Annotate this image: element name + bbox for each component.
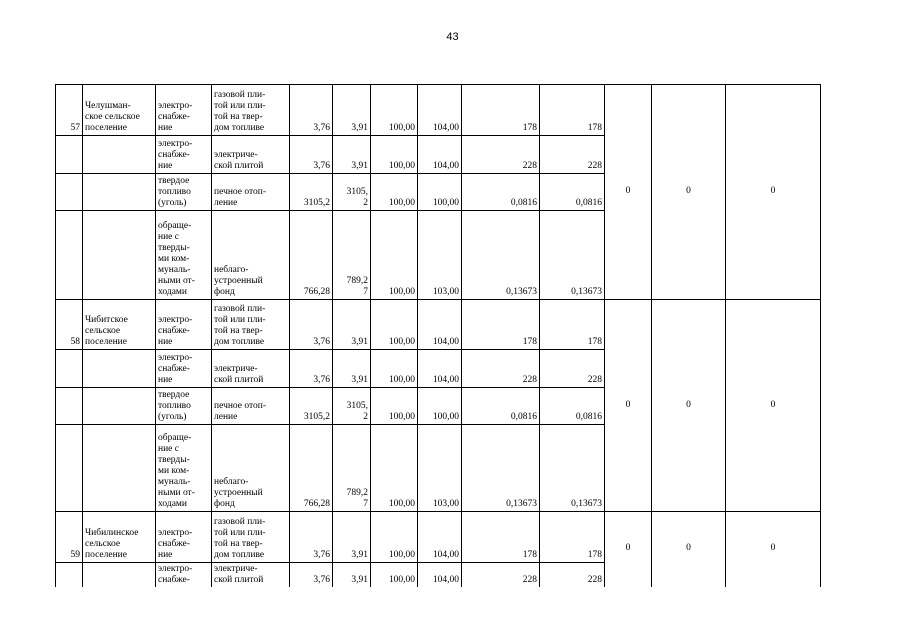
value-1-cell: 3,76 <box>290 85 333 136</box>
norm-2-cell: 178 <box>540 512 605 563</box>
table-row <box>56 300 821 350</box>
value-1-cell: 766,28 <box>290 425 333 512</box>
row-index: 59 <box>56 512 83 563</box>
value-1-cell: 3,76 <box>290 512 333 563</box>
value-2-cell: 3,91 <box>333 563 371 587</box>
value-2-cell: 789,2 7 <box>333 211 371 300</box>
percent-2-cell: 104,00 <box>418 350 462 388</box>
value-1-cell: 766,28 <box>290 211 333 300</box>
norm-1-cell: 0,0816 <box>462 174 540 211</box>
table-row <box>56 85 821 136</box>
percent-2-cell: 100,00 <box>418 388 462 425</box>
resource-cell: твердое топливо (уголь) <box>156 388 212 425</box>
value-1-cell: 3,76 <box>290 350 333 388</box>
norm-1-cell: 178 <box>462 300 540 350</box>
resource-cell: электро- снабже- ние <box>156 85 212 136</box>
percent-1-cell: 100,00 <box>371 512 418 563</box>
value-2-cell: 3,91 <box>333 300 371 350</box>
value-2-cell: 3105, 2 <box>333 388 371 425</box>
percent-2-cell: 100,00 <box>418 174 462 211</box>
norm-2-cell: 228 <box>540 136 605 174</box>
settlement-name: Чибитское сельское поселение <box>83 300 156 350</box>
extra-1-cell: 0 <box>605 85 652 300</box>
row-index: 57 <box>56 85 83 136</box>
type-cell: электриче- ской плитой <box>212 350 290 388</box>
resource-cell: электро- снабже- ние <box>156 300 212 350</box>
type-cell: электриче- ской плитой <box>212 136 290 174</box>
norm-2-cell: 228 <box>540 350 605 388</box>
table-row <box>56 512 821 563</box>
extra-2-cell: 0 <box>652 85 726 300</box>
resource-cell: электро- снабже- ние <box>156 136 212 174</box>
value-1-cell: 3,76 <box>290 136 333 174</box>
norm-1-cell: 0,13673 <box>462 425 540 512</box>
percent-2-cell: 104,00 <box>418 563 462 587</box>
percent-1-cell: 100,00 <box>371 174 418 211</box>
value-2-cell: 3,91 <box>333 85 371 136</box>
percent-1-cell: 100,00 <box>371 425 418 512</box>
resource-cell: обраще- ние с тверды- ми ком- муналь- ными от- ходами <box>156 211 212 300</box>
resource-cell: электро- снабже- <box>156 563 212 587</box>
extra-3-cell: 0 <box>726 300 821 512</box>
type-cell: электриче- ской плитой <box>212 563 290 587</box>
type-cell: газовой пли- той или пли- той на твер- дом топливе <box>212 512 290 563</box>
type-cell: газовой пли- той или пли- той на твер- дом топливе <box>212 300 290 350</box>
extra-1-cell: 0 <box>605 300 652 512</box>
percent-2-cell: 104,00 <box>418 512 462 563</box>
value-2-cell: 3,91 <box>333 136 371 174</box>
page-number: 43 <box>446 31 459 43</box>
norm-2-cell: 228 <box>540 563 605 587</box>
settlement-name: Челушман- ское сельское поселение <box>83 85 156 136</box>
type-cell: неблаго- устроенный фонд <box>212 211 290 300</box>
norm-2-cell: 0,0816 <box>540 174 605 211</box>
value-1-cell: 3105,2 <box>290 388 333 425</box>
percent-2-cell: 103,00 <box>418 211 462 300</box>
norm-2-cell: 0,13673 <box>540 211 605 300</box>
percent-1-cell: 100,00 <box>371 563 418 587</box>
tariff-table <box>55 84 821 587</box>
row-index: 58 <box>56 300 83 350</box>
norm-1-cell: 228 <box>462 350 540 388</box>
value-2-cell: 3,91 <box>333 350 371 388</box>
norm-1-cell: 228 <box>462 563 540 587</box>
percent-1-cell: 100,00 <box>371 136 418 174</box>
norm-1-cell: 0,0816 <box>462 388 540 425</box>
extra-3-cell: 0 <box>726 85 821 300</box>
extra-1-cell: 0 <box>605 512 652 587</box>
percent-1-cell: 100,00 <box>371 300 418 350</box>
settlement-name: Чибилинское сельское поселение <box>83 512 156 563</box>
percent-1-cell: 100,00 <box>371 350 418 388</box>
norm-1-cell: 178 <box>462 85 540 136</box>
extra-2-cell: 0 <box>652 512 726 587</box>
percent-1-cell: 100,00 <box>371 388 418 425</box>
extra-2-cell: 0 <box>652 300 726 512</box>
resource-cell: обраще- ние с тверды- ми ком- муналь- ными от- ходами <box>156 425 212 512</box>
type-cell: неблаго- устроенный фонд <box>212 425 290 512</box>
percent-2-cell: 104,00 <box>418 136 462 174</box>
percent-1-cell: 100,00 <box>371 211 418 300</box>
value-1-cell: 3105,2 <box>290 174 333 211</box>
norm-2-cell: 0,0816 <box>540 388 605 425</box>
value-1-cell: 3,76 <box>290 563 333 587</box>
value-2-cell: 3,91 <box>333 512 371 563</box>
type-cell: газовой пли- той или пли- той на твер- дом топливе <box>212 85 290 136</box>
resource-cell: электро- снабже- ние <box>156 512 212 563</box>
extra-3-cell: 0 <box>726 512 821 587</box>
norm-1-cell: 178 <box>462 512 540 563</box>
value-2-cell: 789,2 7 <box>333 425 371 512</box>
norm-2-cell: 0,13673 <box>540 425 605 512</box>
resource-cell: электро- снабже- ние <box>156 350 212 388</box>
norm-1-cell: 228 <box>462 136 540 174</box>
type-cell: печное отоп- ление <box>212 174 290 211</box>
norm-2-cell: 178 <box>540 300 605 350</box>
type-cell: печное отоп- ление <box>212 388 290 425</box>
value-1-cell: 3,76 <box>290 300 333 350</box>
norm-1-cell: 0,13673 <box>462 211 540 300</box>
norm-2-cell: 178 <box>540 85 605 136</box>
resource-cell: твердое топливо (уголь) <box>156 174 212 211</box>
percent-2-cell: 104,00 <box>418 300 462 350</box>
percent-2-cell: 104,00 <box>418 85 462 136</box>
percent-1-cell: 100,00 <box>371 85 418 136</box>
percent-2-cell: 103,00 <box>418 425 462 512</box>
value-2-cell: 3105, 2 <box>333 174 371 211</box>
